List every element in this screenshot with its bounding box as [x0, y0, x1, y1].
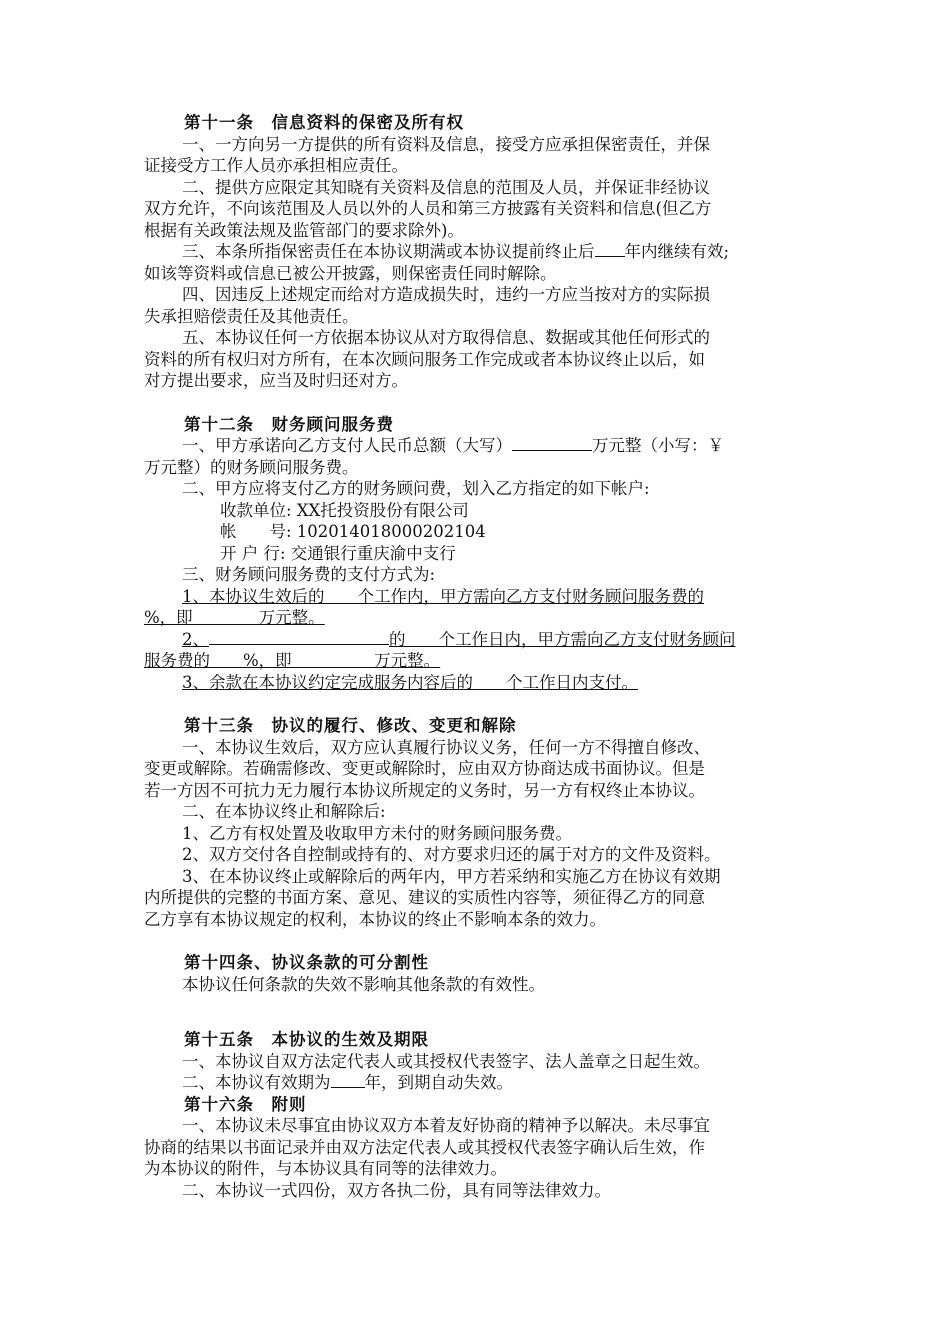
article-14-title: 第十四条、协议条款的可分割性: [184, 953, 429, 972]
termination-item-3: 3、在本协议终止或解除后的两年内，甲方若采纳和实施乙方在协议有效期: [182, 866, 721, 886]
termination-item-2: 2、双方交付各自控制或持有的、对方要求归还的属于对方的文件及资料。: [182, 845, 721, 864]
termination-item-3-cont2: 乙方享有本协议规定的权利，本协议的终止不影响本条的效力。: [144, 909, 606, 929]
payment-item-3-text: 3、余款在本协议约定完成服务内容后的 个工作日内支付。: [182, 672, 638, 692]
article-11-para-4: 四、因违反上述规定而给对方造成损失时，违约一方应当按对方的实际损: [182, 285, 710, 304]
payment-item-2: [144, 629, 814, 651]
article-14-para-1: 本协议任何条款的失效不影响其他条款的有效性。: [182, 974, 545, 994]
payment-item-1-cont: [144, 607, 814, 629]
payment-condition-blank: [209, 629, 389, 645]
article-11-para-1: 一、一方向另一方提供的所有资料及信息，接受方应承担保密责任，并保: [182, 134, 710, 154]
spacer: [144, 693, 814, 715]
article-12-para-1-text: 一、甲方承诺向乙方支付人民币总额（大写）: [182, 436, 512, 455]
article-15-para-2: [144, 1072, 814, 1094]
article-16-para-1-cont: 协商的结果以书面记录并由双方法定代表人或其授权代表签字确认后生效，作: [144, 1137, 705, 1157]
article-11-para-3-text: 三、本条所指保密责任在本协议期满或本协议提前终止后: [182, 242, 595, 261]
article-11-para-3: [144, 241, 814, 263]
payment-item-2-cont: [144, 650, 814, 672]
article-13-para-1: 一、本协议生效后，双方应认真履行协议义务，任何一方不得擅自修改、: [182, 737, 710, 757]
account-bank: 开 户 行: 交通银行重庆渝中支行: [220, 543, 456, 563]
article-16-para-1-cont2: 为本协议的附件，与本协议具有同等的法律效力。: [144, 1159, 507, 1178]
article-11-title: 第十一条 信息资料的保密及所有权: [184, 113, 464, 132]
spacer: [144, 1017, 814, 1029]
payment-item-2-text-cont: 服务费的 %，即 万元整。: [144, 651, 441, 670]
payment-item-1-text: 1、本协议生效后的 个工作内，甲方需向乙方支付财务顾问服务费的: [182, 586, 704, 606]
article-16-title: 第十六条 附则: [184, 1094, 307, 1114]
payment-item-1-text-cont: %，即 万元整。: [144, 608, 325, 627]
spacer: [144, 995, 814, 1017]
article-13-title: 第十三条 协议的履行、修改、变更和解除: [184, 716, 517, 735]
article-11-para-3-text-end: 年内继续有效;: [624, 242, 730, 261]
article-12-para-1-text-end: 万元整（小写：￥: [592, 436, 724, 455]
article-15-para-2-text-end: 年，到期自动失效。: [364, 1073, 513, 1092]
article-11-para-5-cont2: 对方提出要求，应当及时归还对方。: [144, 371, 408, 390]
article-12-para-1: [144, 435, 814, 457]
article-11-para-4-cont: 失承担赔偿责任及其他责任。: [144, 306, 359, 326]
article-13-para-1-cont: 变更或解除。若确需修改、变更或解除时，应由双方协商达成书面协议。但是: [144, 759, 705, 778]
article-11-para-3-cont: 如该等资料或信息已被公开披露，则保密责任同时解除。: [144, 263, 557, 283]
article-11-para-1-cont: 证接受方工作人员亦承担相应责任。: [144, 156, 408, 175]
article-16-para-2: 二、本协议一式四份，双方各执二份，具有同等法律效力。: [182, 1180, 611, 1200]
article-13-para-1-cont2: 若一方因不可抗力无力履行本协议所规定的义务时，另一方有权终止本协议。: [144, 780, 705, 800]
termination-item-3-cont: 内所提供的完整的书面方案、意见、建议的实质性内容等，须征得乙方的同意: [144, 888, 705, 907]
article-15-para-2-text: 二、本协议有效期为: [182, 1073, 331, 1092]
article-15-title: 第十五条 本协议的生效及期限: [184, 1030, 429, 1049]
article-11-para-2: 二、提供方应限定其知晓有关资料及信息的范围及人员，并保证非经协议: [182, 177, 710, 197]
account-name: 收款单位: XX托投资股份有限公司: [220, 500, 469, 520]
article-11-para-5: 五、本协议任何一方依据本协议从对方取得信息、数据或其他任何形式的: [182, 328, 710, 347]
termination-item-1: 1、乙方有权处置及收取甲方未付的财务顾问服务费。: [182, 823, 572, 843]
article-12-para-3: 三、财务顾问服务费的支付方式为:: [182, 565, 436, 584]
years-blank: [595, 241, 625, 257]
payment-item-3: [144, 672, 814, 694]
payment-item-1: [144, 586, 814, 608]
article-11-para-2-cont: 双方允许，不向该范围及人员以外的人员和第三方披露有关资料和信息(但乙方: [144, 199, 712, 218]
validity-years-blank: [331, 1072, 365, 1088]
article-13-para-2: 二、在本协议终止和解除后:: [182, 802, 386, 821]
payment-item-2-text: 的 个工作日内，甲方需向乙方支付财务顾问: [389, 629, 736, 649]
amount-words-blank: [512, 435, 592, 451]
account-number: 帐 号: 102014018000202104: [220, 522, 486, 541]
payment-item-2-num: 2、: [182, 629, 209, 649]
article-15-para-1: 一、本协议自双方法定代表人或其授权代表签字、法人盖章之日起生效。: [182, 1051, 710, 1071]
article-11-para-2-cont2: 根据有关政策法规及监管部门的要求除外)。: [144, 220, 464, 240]
article-16-para-1: 一、本协议未尽事宜由协议双方本着友好协商的精神予以解决。未尽事宜: [182, 1116, 710, 1135]
article-12-para-1-cont: 万元整）的财务顾问服务费。: [144, 457, 359, 477]
contract-page: [144, 112, 814, 1201]
article-11-para-5-cont: 资料的所有权归对方所有，在本次顾问服务工作完成或者本协议终止以后，如: [144, 349, 705, 369]
article-12-title: 第十二条 财务顾问服务费: [184, 414, 394, 434]
spacer: [144, 392, 814, 414]
article-12-para-2: 二、甲方应将支付乙方的财务顾问费，划入乙方指定的如下帐户:: [182, 479, 650, 498]
spacer: [144, 930, 814, 952]
